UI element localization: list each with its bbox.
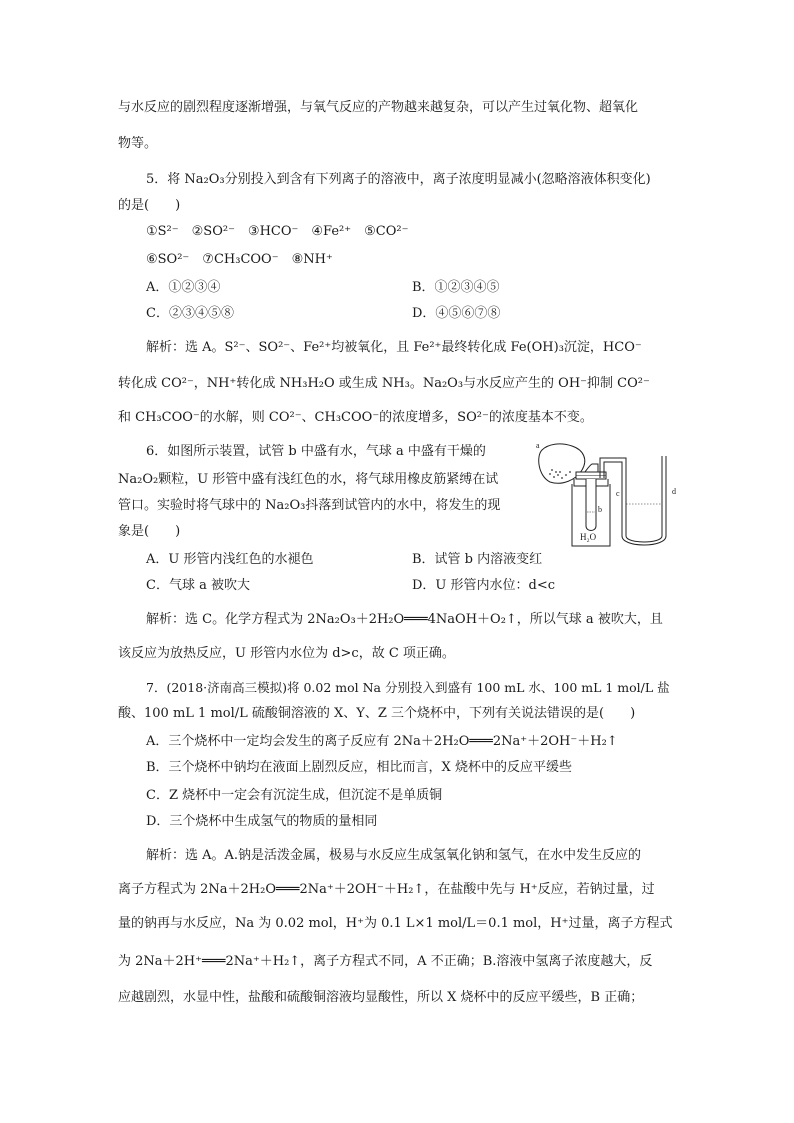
q6-option-c: C．气球 a 被吹大 <box>146 578 250 593</box>
q6-stem-line-2: Na₂O₂颗粒，U 形管中盛有浅红色的水，将气球用橡皮筋紧缚在试 <box>118 472 499 487</box>
q7-stem-line-1: 7．(2018·济南高三模拟)将 0.02 mol Na 分别投入到盛有 100 mL 水、100 mL 1 mol/L 盐 <box>146 680 670 695</box>
q7-answer-line-5: 应越剧烈，水显中性，盐酸和硫酸铜溶液均显酸性，所以 X 烧杯中的反应平缓些，B 正确； <box>118 990 644 1005</box>
q6-stem-line-3: 管口。实验时将气球中的 Na₂O₃抖落到试管内的水中，将发生的现 <box>118 498 501 513</box>
q7-option-a: A．三个烧杯中一定均会发生的离子反应有 2Na＋2H₂O═══2Na⁺＋2OH⁻＋H₂↑ <box>146 734 618 749</box>
label-c: c <box>616 489 620 498</box>
q6-option-b: B．试管 b 内溶液变红 <box>412 552 543 567</box>
intro-line-2: 物等。 <box>118 136 158 151</box>
label-d: d <box>672 487 676 496</box>
q7-answer-line-2: 离子方程式为 2Na＋2H₂O═══2Na⁺＋2OH⁻＋H₂↑，在盐酸中先与 H⁺反应，若钠过量，过 <box>118 882 655 897</box>
q5-answer-line-1: 解析：选 A。S²⁻、SO²⁻、Fe²⁺均被氧化，且 Fe²⁺最终转化成 Fe(OH)₃沉淀，HCO⁻ <box>146 340 642 355</box>
q6-stem-line-1: 6．如图所示装置，试管 b 中盛有水，气球 a 中盛有干燥的 <box>146 444 486 459</box>
label-b: b <box>598 505 602 514</box>
q6-option-a: A．U 形管内浅红色的水褪色 <box>146 552 314 567</box>
q7-stem-line-2: 酸、100 mL 1 mol/L 硫酸铜溶液的 X、Y、Z 三个烧杯中，下列有关说法错误的是( ) <box>118 706 636 721</box>
q7-option-d: D．三个烧杯中生成氢气的物质的量相同 <box>146 814 378 829</box>
q6-answer-line-1: 解析：选 C。化学方程式为 2Na₂O₃＋2H₂O═══4NaOH＋O₂↑，所以气球 a 被吹大，且 <box>146 612 663 627</box>
q7-option-c: C．Z 烧杯中一定会有沉淀生成，但沉淀不是单质铜 <box>146 788 443 803</box>
intro-line-1: 与水反应的剧烈程度逐渐增强，与氧气反应的产物越来越复杂，可以产生过氧化物、超氧化 <box>118 100 639 115</box>
q5-stem-line-2: 的是( ) <box>118 198 181 213</box>
q7-answer-line-4: 为 2Na＋2H⁺═══2Na⁺＋H₂↑，离子方程式不同，A 不正确；B.溶液中氢离子浓度越大，反 <box>118 954 653 969</box>
q5-option-b: B．①②③④⑤ <box>412 280 500 295</box>
label-water: H₂O <box>580 532 597 542</box>
q5-answer-line-3: 和 CH₃COO⁻的水解，则 CO²⁻、CH₃COO⁻的浓度增多，SO²⁻的浓度基本不变。 <box>118 410 593 425</box>
q7-answer-line-3: 量的钠再与水反应，Na 为 0.02 mol，H⁺为 0.1 L×1 mol/L＝0.1 mol，H⁺过量，离子方程式 <box>118 916 673 931</box>
q6-option-d: D．U 形管内水位：d<c <box>412 578 556 593</box>
q7-option-b: B．三个烧杯中钠均在液面上剧烈反应，相比而言，X 烧杯中的反应平缓些 <box>146 760 572 775</box>
q5-option-c: C．②③④⑤⑧ <box>146 306 234 321</box>
q5-option-d: D．④⑤⑥⑦⑧ <box>412 306 501 321</box>
q6-stem-line-4: 象是( ) <box>118 524 181 539</box>
q5-option-a: A．①②③④ <box>146 280 221 295</box>
q5-ions-line-1: ①S²⁻ ②SO²⁻ ③HCO⁻ ④Fe²⁺ ⑤CO²⁻ <box>146 224 409 239</box>
q5-answer-line-2: 转化成 CO²⁻，NH⁺转化成 NH₃H₂O 或生成 NH₃。Na₂O₃与水反应产生的 OH⁻抑制 CO²⁻ <box>118 376 650 391</box>
q7-answer-line-1: 解析：选 A。A.钠是活泼金属，极易与水反应生成氢氧化钠和氢气，在水中发生反应的 <box>146 848 642 863</box>
q5-stem-line-1: 5．将 Na₂O₃分别投入到含有下列离子的溶液中，离子浓度明显减小(忽略溶液体积变化) <box>146 172 651 187</box>
label-a: a <box>536 442 540 450</box>
q5-ions-line-2: ⑥SO²⁻ ⑦CH₃COO⁻ ⑧NH⁺ <box>146 252 333 267</box>
apparatus-diagram <box>532 442 682 550</box>
q6-answer-line-2: 该反应为放热反应，U 形管内水位为 d>c，故 C 项正确。 <box>118 646 455 661</box>
